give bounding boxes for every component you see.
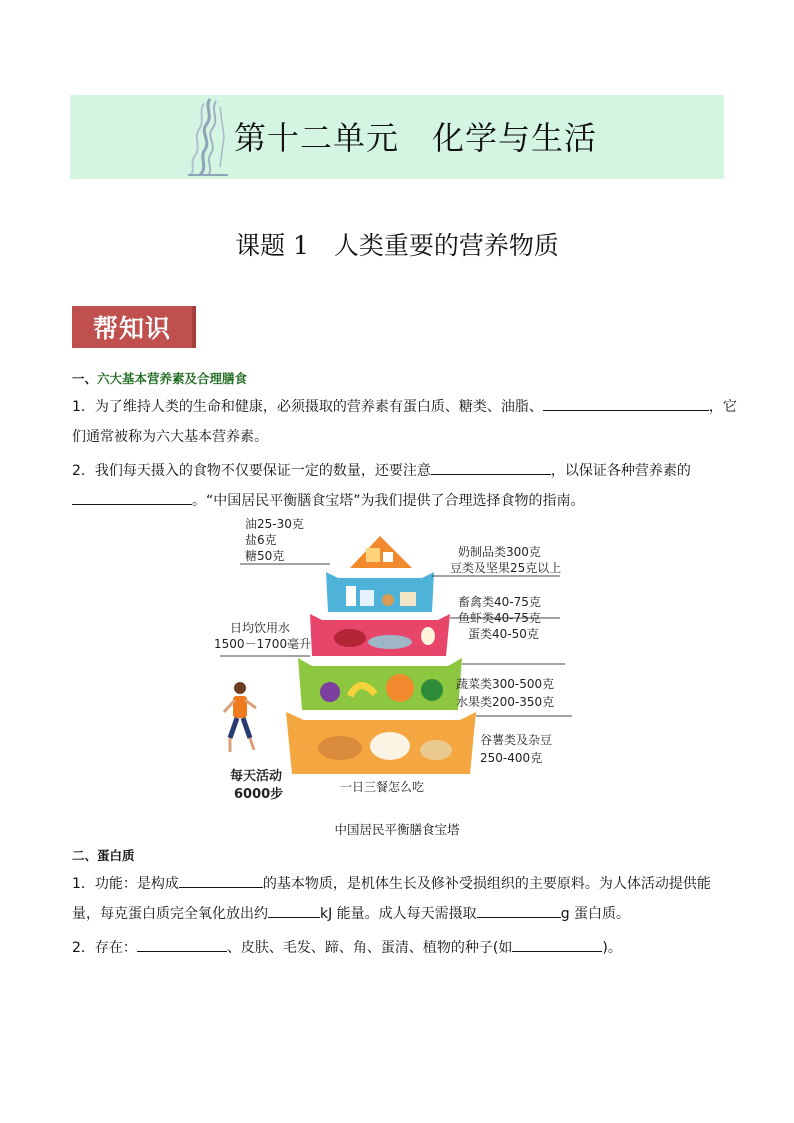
label-meals: 一日三餐怎么吃 bbox=[340, 780, 425, 794]
answer-blank[interactable] bbox=[137, 935, 227, 952]
s1p2-text-b: ，以保证各种营养素的 bbox=[550, 463, 691, 479]
label-dairy: 奶制品类300克 bbox=[458, 545, 541, 559]
label-beans-nuts: 豆类及坚果25克以上 bbox=[450, 561, 562, 575]
answer-blank[interactable] bbox=[179, 871, 263, 888]
s2p2-text-a: 2．存在： bbox=[72, 940, 137, 956]
section1-paragraph1 bbox=[72, 392, 737, 452]
section1-heading bbox=[72, 369, 247, 387]
answer-blank[interactable] bbox=[512, 935, 602, 952]
section1-paragraph2 bbox=[72, 456, 726, 516]
section2-num: 二、 bbox=[72, 848, 98, 863]
figure-caption: 中国居民平衡膳食宝塔 bbox=[334, 822, 460, 837]
oil-bottle-icon bbox=[366, 548, 380, 562]
unit-banner bbox=[70, 95, 724, 179]
s2p2-text-b: 、皮肤、毛发、蹄、角、蛋清、植物的种子(如 bbox=[226, 940, 513, 956]
salt-jar-icon bbox=[383, 552, 393, 562]
corn-icon bbox=[420, 740, 452, 760]
waterfall-icon bbox=[180, 97, 236, 177]
label-activity-steps: 6000步 bbox=[234, 787, 284, 802]
s1p1-text-c: 们通常被称为六大基本营养素。 bbox=[72, 429, 268, 445]
fish-icon bbox=[368, 635, 412, 649]
section2-title: 蛋白质 bbox=[97, 848, 135, 863]
s2p2-text-c: )。 bbox=[602, 940, 622, 956]
lesson-title: 课题 1 人类重要的营养物质 bbox=[235, 231, 559, 260]
bread-icon bbox=[318, 736, 362, 760]
s2p1-text-b: 的基本物质，是机体生长及修补受损组织的主要原料。为人体活动提供能 bbox=[262, 876, 711, 892]
meat-icon bbox=[334, 629, 366, 647]
runner-icon bbox=[224, 682, 256, 752]
rice-bowl-icon bbox=[370, 732, 410, 760]
s1p1-text-a: 1．为了维持人类的生命和健康，必须摄取的营养素有蛋白质、糖类、油脂、 bbox=[72, 399, 543, 415]
label-eggs: 蛋类40-50克 bbox=[468, 627, 539, 641]
label-fruits: 水果类200-350克 bbox=[456, 695, 555, 709]
label-salt: 盐6克 bbox=[245, 533, 277, 547]
section2-paragraph1 bbox=[72, 869, 726, 929]
label-fish: 鱼虾类40-75克 bbox=[458, 611, 541, 625]
s2p1-text-d: kJ 能量。成人每天需摄取 bbox=[320, 906, 477, 922]
nuts-icon bbox=[382, 594, 394, 606]
s2p1-text-e: g 蛋白质。 bbox=[560, 906, 631, 922]
section2-heading bbox=[72, 846, 135, 864]
label-livestock: 畜禽类40-75克 bbox=[458, 595, 541, 609]
section2-paragraph2 bbox=[72, 933, 726, 963]
answer-blank[interactable] bbox=[268, 901, 320, 918]
pyramid-level4 bbox=[326, 572, 434, 612]
label-water-title: 日均饮用水 bbox=[230, 621, 291, 635]
answer-blank[interactable] bbox=[477, 901, 561, 918]
grapes-icon bbox=[320, 682, 340, 702]
egg-icon bbox=[421, 627, 435, 645]
broccoli-icon bbox=[421, 679, 443, 701]
label-grains: 谷薯类及杂豆 bbox=[480, 733, 553, 747]
answer-blank[interactable] bbox=[72, 488, 192, 505]
unit-title: 第十二单元 化学与生活 bbox=[234, 119, 598, 157]
answer-blank[interactable] bbox=[431, 458, 551, 475]
s1p1-text-b: ，它 bbox=[708, 399, 737, 415]
milk-icon bbox=[346, 586, 356, 606]
section1-num: 一、 bbox=[72, 371, 98, 386]
s1p2-text-c: 。“中国居民平衡膳食宝塔”为我们提供了合理选择食物的指南。 bbox=[192, 493, 585, 509]
label-vegetables: 蔬菜类300-500克 bbox=[456, 677, 555, 691]
answer-blank[interactable] bbox=[543, 394, 709, 411]
s1p2-text-a: 2．我们每天摄入的食物不仅要保证一定的数量，还要注意 bbox=[72, 463, 431, 479]
section-tag: 帮知识 bbox=[72, 306, 192, 348]
pyramid-level5 bbox=[350, 536, 412, 568]
tofu-icon bbox=[400, 592, 416, 606]
label-activity: 每天活动 bbox=[230, 769, 283, 784]
pumpkin-icon bbox=[386, 674, 414, 702]
food-pyramid-figure bbox=[200, 516, 600, 816]
section1-title: 六大基本营养素及合理膳食 bbox=[97, 371, 248, 386]
dairy-icon bbox=[360, 590, 374, 606]
s2p1-text-a: 1．功能：是构成 bbox=[72, 876, 179, 892]
label-water-amount: 1500－1700毫升 bbox=[214, 637, 312, 651]
s2p1-text-c: 量，每克蛋白质完全氧化放出约 bbox=[72, 906, 268, 922]
label-sugar: 糖50克 bbox=[245, 549, 285, 563]
label-oil: 油25-30克 bbox=[245, 517, 304, 531]
label-grains-amount: 250-400克 bbox=[480, 751, 543, 765]
